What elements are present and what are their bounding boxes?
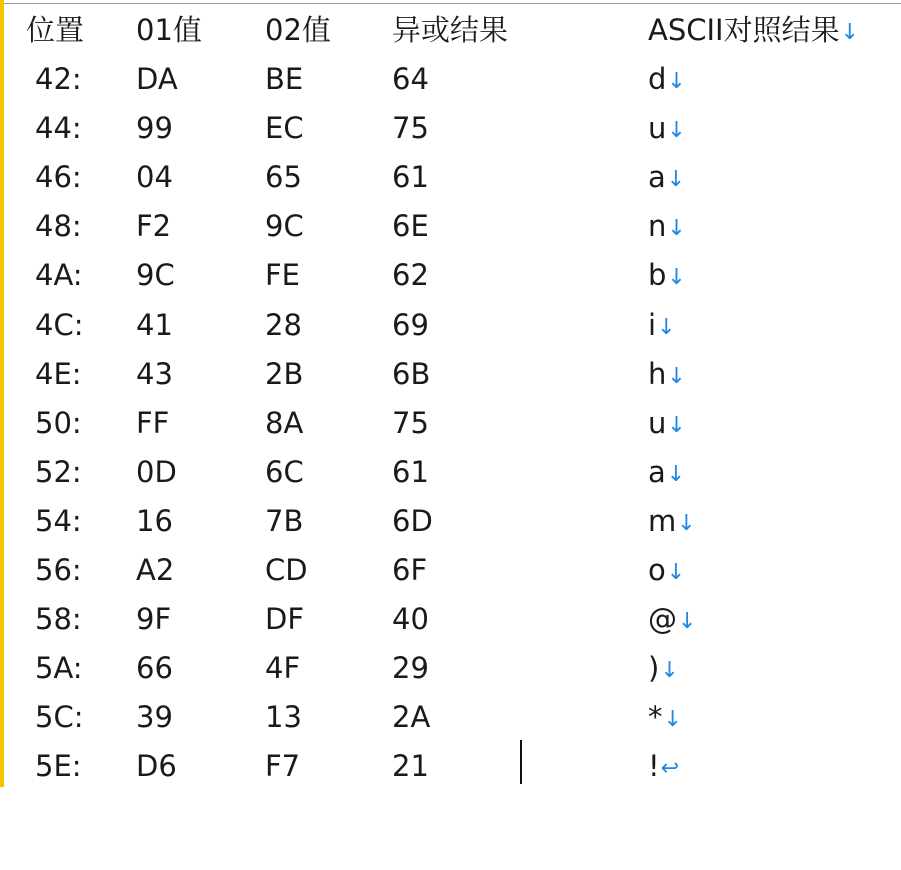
xor-cell: 6D	[392, 503, 433, 538]
ascii-char: b	[648, 258, 667, 293]
position-cell: 58:	[35, 602, 82, 637]
table-row[interactable]	[0, 448, 901, 497]
table-row[interactable]	[0, 546, 901, 595]
value01-cell: D6	[136, 749, 177, 784]
xor-cell: 64	[392, 62, 429, 97]
data-lines	[0, 55, 901, 791]
ascii-cell	[648, 350, 686, 402]
value01-cell: DA	[136, 62, 178, 97]
value01-cell: 39	[136, 700, 173, 735]
value02-cell: 9C	[265, 209, 304, 244]
xor-cell: 6E	[392, 209, 429, 244]
ascii-cell	[648, 644, 679, 696]
value02-cell: 8A	[265, 405, 304, 440]
position-cell: 42:	[35, 62, 82, 97]
table-row[interactable]	[0, 202, 901, 251]
line-break-icon: ↓	[677, 510, 696, 536]
line-break-icon: ↓	[667, 363, 686, 389]
position-cell: 56:	[35, 553, 82, 588]
position-cell: 44:	[35, 111, 82, 146]
table-row[interactable]	[0, 644, 901, 693]
value02-cell: 65	[265, 160, 302, 195]
ascii-char: *	[648, 700, 663, 735]
ascii-char: u	[648, 405, 667, 440]
xor-cell: 40	[392, 602, 429, 637]
xor-cell: 75	[392, 111, 429, 146]
xor-cell: 21	[392, 749, 429, 784]
ascii-cell	[648, 399, 686, 451]
value01-cell: 9C	[136, 258, 175, 293]
header-value01: 01值	[136, 13, 202, 47]
ascii-char: o	[648, 553, 666, 588]
table-row[interactable]	[0, 301, 901, 350]
line-break-icon: ↓	[667, 412, 686, 438]
position-cell: 5C:	[35, 700, 84, 735]
line-break-icon: ↓	[666, 167, 686, 193]
ascii-cell	[648, 448, 685, 500]
value01-cell: 9F	[136, 602, 172, 637]
position-cell: 4A:	[35, 258, 83, 293]
value01-cell: 43	[136, 356, 173, 391]
table-row[interactable]	[0, 742, 901, 791]
xor-cell: 29	[392, 651, 429, 686]
header-ascii: ASCII对照结果↓	[648, 6, 859, 58]
xor-cell: 6B	[392, 356, 431, 391]
value01-cell: F2	[136, 209, 172, 244]
value02-cell: 2B	[265, 356, 304, 391]
ascii-cell	[648, 153, 685, 205]
value02-cell: 13	[265, 700, 302, 735]
xor-cell: 2A	[392, 700, 431, 735]
position-cell: 48:	[35, 209, 82, 244]
position-cell: 46:	[35, 160, 82, 195]
line-break-icon: ↓	[667, 118, 686, 144]
ascii-char: d	[648, 62, 667, 97]
value02-cell: FE	[265, 258, 301, 293]
ascii-cell	[648, 546, 685, 598]
header-xor: 异或结果	[392, 13, 509, 47]
position-cell: 52:	[35, 454, 82, 489]
position-cell: 54:	[35, 503, 82, 538]
line-break-icon: ↓	[666, 560, 686, 586]
xor-cell: 62	[392, 258, 429, 293]
table-row[interactable]	[0, 251, 901, 300]
value02-cell: F7	[265, 749, 301, 784]
table-row[interactable]	[0, 497, 901, 546]
value02-cell: 4F	[265, 651, 301, 686]
table-row[interactable]	[0, 350, 901, 399]
ascii-char: h	[648, 356, 667, 391]
header-line[interactable]	[0, 6, 901, 55]
ascii-char: a	[648, 454, 666, 489]
line-break-icon: ↓	[663, 707, 682, 733]
line-break-icon: ↓	[666, 461, 686, 487]
position-cell: 4C:	[35, 307, 84, 342]
ascii-char: m	[648, 503, 677, 538]
value02-cell: 7B	[265, 503, 304, 538]
value01-cell: 66	[136, 651, 173, 686]
value01-cell: FF	[136, 405, 170, 440]
paragraph-end-icon: ↩	[660, 756, 680, 782]
line-break-icon: ↓	[840, 20, 860, 45]
line-break-icon: ↓	[657, 314, 676, 340]
ascii-char: u	[648, 111, 667, 146]
header-value02: 02值	[265, 13, 331, 47]
ascii-cell	[648, 202, 686, 254]
document-body[interactable]	[0, 6, 901, 792]
ascii-char: )	[648, 651, 660, 686]
table-row[interactable]	[0, 693, 901, 742]
header-position: 位置	[26, 13, 85, 47]
position-cell: 5E:	[35, 749, 82, 784]
ascii-char: a	[648, 160, 666, 195]
value02-cell: BE	[265, 62, 304, 97]
table-row[interactable]	[0, 595, 901, 644]
line-break-icon: ↓	[667, 69, 686, 95]
ascii-cell	[648, 595, 696, 647]
value02-cell: DF	[265, 602, 305, 637]
xor-cell: 61	[392, 160, 429, 195]
value01-cell: 16	[136, 503, 173, 538]
table-row[interactable]	[0, 399, 901, 448]
value02-cell: CD	[265, 553, 308, 588]
ascii-cell	[648, 742, 679, 794]
ascii-cell	[648, 497, 696, 549]
line-break-icon: ↓	[660, 658, 679, 684]
value01-cell: 04	[136, 160, 173, 195]
value02-cell: EC	[265, 111, 304, 146]
ascii-cell	[648, 104, 686, 156]
position-cell: 4E:	[35, 356, 82, 391]
ascii-char: i	[648, 307, 657, 342]
ascii-cell	[648, 55, 686, 107]
value02-cell: 28	[265, 307, 302, 342]
ascii-cell	[648, 693, 682, 745]
xor-cell: 61	[392, 454, 429, 489]
line-break-icon: ↓	[678, 609, 697, 635]
line-break-icon: ↓	[667, 216, 686, 242]
value01-cell: A2	[136, 553, 175, 588]
table-row[interactable]	[0, 55, 901, 104]
table-row[interactable]	[0, 153, 901, 202]
ascii-cell	[648, 301, 676, 353]
ascii-char: n	[648, 209, 667, 244]
ascii-cell	[648, 251, 686, 303]
value01-cell: 41	[136, 307, 173, 342]
ascii-char: !	[648, 749, 660, 784]
xor-cell: 75	[392, 405, 429, 440]
xor-cell: 6F	[392, 553, 428, 588]
table-row[interactable]	[0, 104, 901, 153]
xor-cell: 69	[392, 307, 429, 342]
position-cell: 5A:	[35, 651, 83, 686]
text-cursor	[520, 740, 522, 784]
value02-cell: 6C	[265, 454, 304, 489]
ascii-char: @	[648, 602, 677, 637]
value01-cell: 0D	[136, 454, 177, 489]
position-cell: 50:	[35, 405, 82, 440]
top-border	[0, 3, 901, 4]
value01-cell: 99	[136, 111, 173, 146]
line-break-icon: ↓	[667, 265, 686, 291]
